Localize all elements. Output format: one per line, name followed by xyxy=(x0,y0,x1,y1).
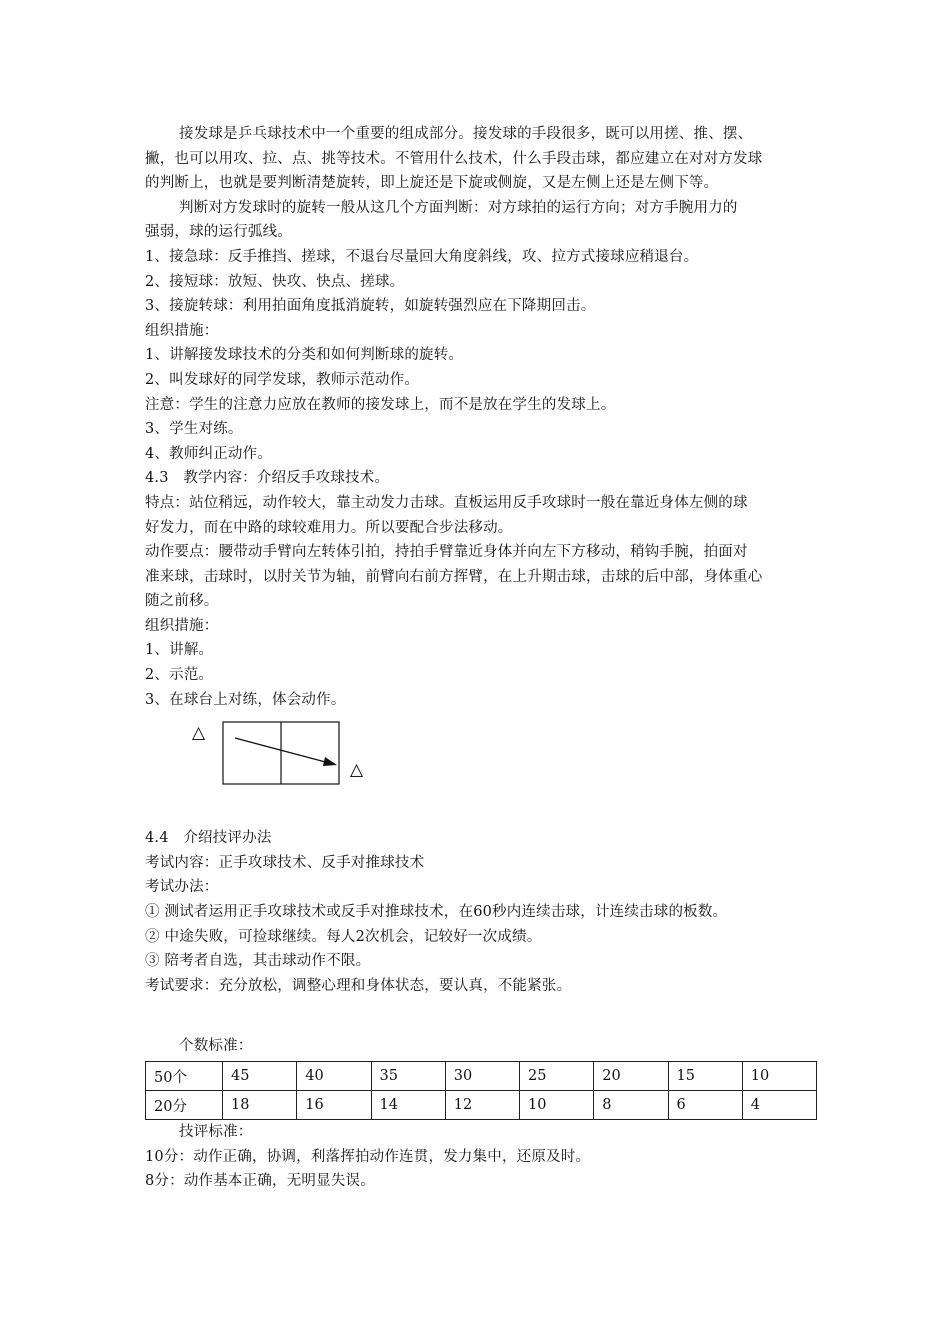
ping-pong-table-diagram xyxy=(185,720,425,824)
table-cell: 45 xyxy=(223,1062,297,1091)
text-line: 考试内容：正手攻球技术、反手对推球技术 xyxy=(145,854,425,871)
table-caption: 个数标准： xyxy=(179,1038,253,1055)
text-line: 考试办法： xyxy=(145,879,219,896)
table-cell: 18 xyxy=(223,1091,297,1120)
text-line: ① 测试者运用正手攻球技术或反手对推球技术，在60秒内连续击球，计连续击球的板数。 xyxy=(145,904,728,921)
score-standard-table xyxy=(145,1061,817,1120)
player-right-triangle: △ xyxy=(350,760,364,781)
text-line: 1、讲解接发球技术的分类和如何判断球的旋转。 xyxy=(145,347,464,364)
text-line: 撇，也可以用攻、拉、点、挑等技术。不管用什么技术，什么手段击球，都应建立在对对方发球 xyxy=(145,150,763,167)
text-block-mid xyxy=(145,826,815,998)
table-row xyxy=(146,1091,817,1120)
text-line: ③ 陪考者自选，其击球动作不限。 xyxy=(145,953,371,970)
text-line: 判断对方发球时的旋转一般从这几个方面判断：对方球拍的运行方向；对方手腕用力的 xyxy=(179,199,738,216)
text-line: 的判断上，也就是要判断清楚旋转，即上旋还是下旋或侧旋，又是左侧上还是左侧下等。 xyxy=(145,175,719,192)
text-line: 4.3 教学内容：介绍反手攻球技术。 xyxy=(145,470,390,487)
table-cell: 16 xyxy=(297,1091,371,1120)
text-line: 好发力，而在中路的球较难用力。所以要配合步法移动。 xyxy=(145,519,513,536)
text-line: 3、接旋转球：利用拍面角度抵消旋转，如旋转强烈应在下降期回击。 xyxy=(145,298,596,315)
text-line: 组织措施： xyxy=(145,322,219,339)
text-line: 3、学生对练。 xyxy=(145,421,243,438)
table-cell: 4 xyxy=(742,1091,816,1120)
ball-path-arrow-icon xyxy=(323,757,337,766)
text-line: 2、叫发球好的同学发球，教师示范动作。 xyxy=(145,371,420,388)
text-line: 准来球，击球时，以肘关节为轴，前臂向右前方挥臂，在上升期击球，击球的后中部，身体重心 xyxy=(145,568,763,585)
table-cell: 12 xyxy=(445,1091,519,1120)
table-row xyxy=(146,1062,817,1091)
table-cell: 8 xyxy=(594,1091,668,1120)
text-line: 1、接急球：反手推挡、搓球，不退台尽量回大角度斜线，攻、拉方式接球应稍退台。 xyxy=(145,248,699,265)
table-cell: 25 xyxy=(520,1062,594,1091)
table-diagram xyxy=(145,720,815,824)
text-line: 随之前移。 xyxy=(145,593,219,610)
player-left-triangle: △ xyxy=(192,723,206,744)
text-line: 1、讲解。 xyxy=(145,642,214,659)
table-cell: 10 xyxy=(742,1062,816,1091)
document-page xyxy=(145,122,815,1194)
table-cell: 15 xyxy=(668,1062,742,1091)
text-line: 8分：动作基本正确，无明显失误。 xyxy=(145,1173,375,1190)
text-block-top xyxy=(145,122,815,712)
text-line: 特点：站位稍远，动作较大，靠主动发力击球。直板运用反手攻球时一般在靠近身体左侧的球 xyxy=(145,494,748,511)
table-cell: 40 xyxy=(297,1062,371,1091)
table-cell: 10 xyxy=(520,1091,594,1120)
text-line: 3、在球台上对练，体会动作。 xyxy=(145,691,346,708)
text-line: 组织措施： xyxy=(145,617,219,634)
text-line: 强弱，球的运行弧线。 xyxy=(145,224,292,241)
text-line: 注意：学生的注意力应放在教师的接发球上，而不是放在学生的发球上。 xyxy=(145,396,616,413)
text-line: 考试要求：充分放松，调整心理和身体状态，要认真，不能紧张。 xyxy=(145,977,572,994)
text-line: 2、示范。 xyxy=(145,667,214,684)
text-line: 4.4 介绍技评办法 xyxy=(145,830,272,847)
text-line: 2、接短球：放短、快攻、快点、搓球。 xyxy=(145,273,405,290)
table-cell: 14 xyxy=(371,1091,445,1120)
text-line: 接发球是乒乓球技术中一个重要的组成部分。接发球的手段很多，既可以用搓、推、摆、 xyxy=(179,126,753,142)
text-line: ② 中途失败，可捡球继续。每人2次机会，记较好一次成绩。 xyxy=(145,928,542,945)
table-cell: 35 xyxy=(371,1062,445,1091)
table-cell: 20分 xyxy=(146,1091,223,1120)
text-line: 10分：动作正确，协调，利落挥拍动作连贯，发力集中，还原及时。 xyxy=(145,1148,591,1165)
text-block-bottom xyxy=(145,1120,815,1194)
ball-path-line xyxy=(235,738,333,764)
table-cell: 50个 xyxy=(146,1062,223,1091)
table-cell: 6 xyxy=(668,1091,742,1120)
text-line: 技评标准： xyxy=(179,1124,253,1140)
table-cell: 30 xyxy=(445,1062,519,1091)
text-line: 动作要点：腰带动手臂向左转体引拍，持拍手臂靠近身体并向左下方移动，稍钩手腕，拍面对 xyxy=(145,544,748,561)
text-line: 4、教师纠正动作。 xyxy=(145,445,273,462)
table-cell: 20 xyxy=(594,1062,668,1091)
